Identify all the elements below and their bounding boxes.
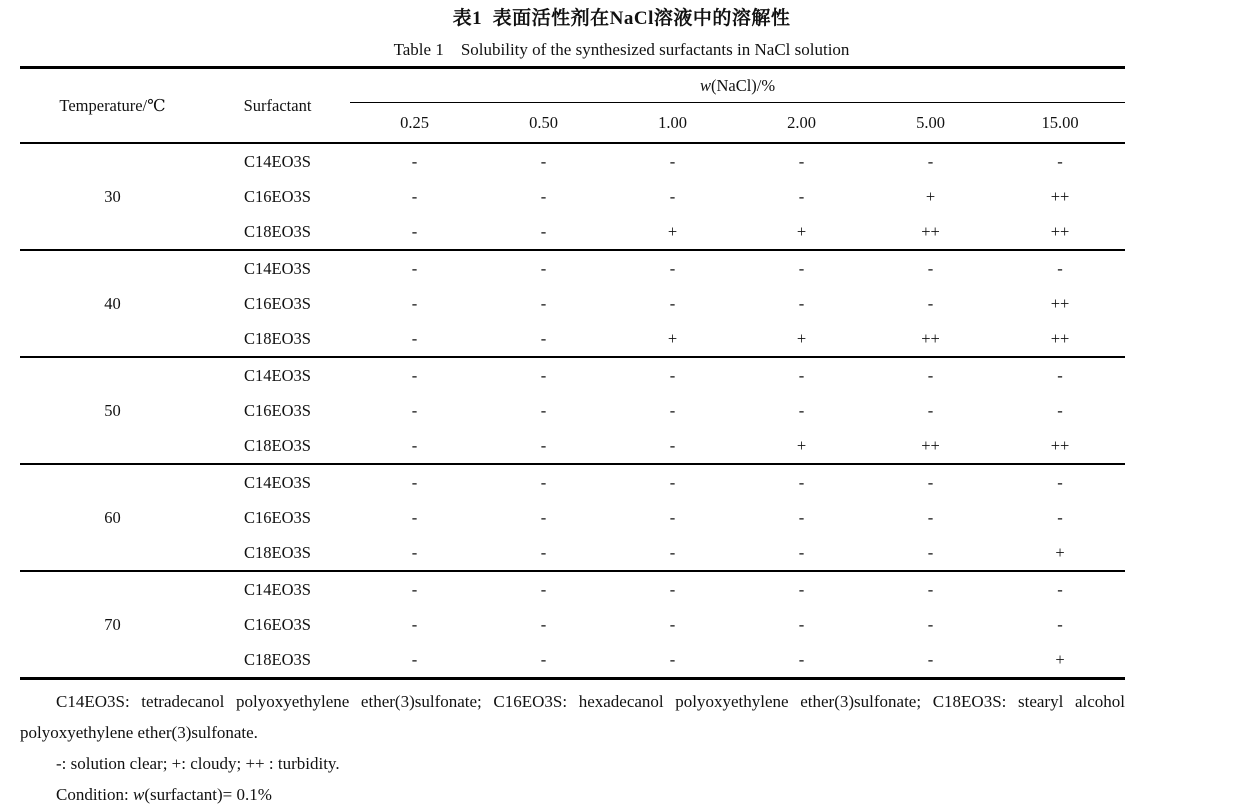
surfactant-cell: C14EO3S: [205, 464, 350, 500]
solubility-value-cell: -: [540, 649, 547, 669]
solubility-value-cell: -: [669, 400, 676, 420]
footnote-condition: [20, 779, 1125, 810]
solubility-value-cell: -: [737, 143, 866, 179]
surfactant-cell: C18EO3S: [244, 435, 311, 455]
solubility-value-cell: -: [350, 464, 479, 500]
temperature-cell: 60: [20, 464, 205, 571]
solubility-value-cell: -: [866, 143, 995, 179]
concentration-header-5.00: 5.00: [866, 103, 995, 144]
solubility-value-cell: -: [411, 221, 418, 241]
table-row-60-C14EO3S: [20, 464, 1125, 500]
solubility-value-cell: ++: [1050, 221, 1070, 241]
surfactant-column-header: Surfactant: [205, 68, 350, 144]
solubility-value-cell: -: [411, 328, 418, 348]
solubility-value-cell: -: [540, 221, 547, 241]
surfactant-cell: C14EO3S: [205, 571, 350, 607]
solubility-value-cell: -: [798, 614, 805, 634]
solubility-value-cell: -: [479, 357, 608, 393]
solubility-value-cell: +: [1055, 649, 1065, 669]
solubility-value-cell: -: [479, 250, 608, 286]
table-title-chinese: 表1 表面活性剂在NaCl溶液中的溶解性: [452, 8, 791, 29]
solubility-value-cell: -: [411, 293, 418, 313]
solubility-table-body: [20, 143, 1125, 679]
nacl-group-label-rest: (NaCl)/%: [710, 75, 776, 95]
header-row-group: [20, 68, 1125, 103]
solubility-value-cell: +: [667, 221, 678, 241]
solubility-value-cell: -: [411, 400, 418, 420]
solubility-value-cell: -: [350, 357, 479, 393]
solubility-value-cell: -: [608, 571, 737, 607]
solubility-value-cell: -: [411, 542, 418, 562]
solubility-value-cell: -: [479, 571, 608, 607]
solubility-value-cell: -: [411, 186, 418, 206]
solubility-value-cell: -: [737, 464, 866, 500]
solubility-value-cell: -: [608, 143, 737, 179]
surfactant-cell: C18EO3S: [244, 221, 311, 241]
solubility-value-cell: -: [608, 250, 737, 286]
solubility-value-cell: -: [350, 571, 479, 607]
surfactant-cell: C16EO3S: [244, 507, 311, 527]
surfactant-cell: C14EO3S: [205, 250, 350, 286]
solubility-value-cell: -: [479, 464, 608, 500]
footnote-condition-prefix: Condition:: [56, 785, 133, 804]
surfactant-cell: C16EO3S: [244, 400, 311, 420]
solubility-value-cell: -: [927, 507, 934, 527]
temperature-cell: 70: [20, 571, 205, 679]
solubility-table: [20, 66, 1125, 680]
footnote-condition-w: w: [132, 785, 145, 804]
solubility-value-cell: -: [737, 357, 866, 393]
solubility-value-cell: -: [737, 571, 866, 607]
solubility-value-cell: ++: [921, 221, 940, 241]
footnotes: [20, 686, 1125, 810]
solubility-value-cell: +: [796, 221, 807, 241]
solubility-value-cell: +: [667, 328, 678, 348]
solubility-value-cell: -: [540, 328, 547, 348]
solubility-value-cell: -: [798, 542, 805, 562]
solubility-value-cell: -: [669, 542, 676, 562]
nacl-mass-fraction-group-header: [350, 68, 1125, 103]
solubility-value-cell: -: [995, 571, 1125, 607]
table-row-40-C14EO3S: [20, 250, 1125, 286]
solubility-value-cell: -: [608, 464, 737, 500]
nacl-group-label-w: w: [699, 75, 711, 95]
solubility-value-cell: ++: [1050, 328, 1070, 348]
solubility-value-cell: -: [669, 293, 676, 313]
solubility-value-cell: -: [411, 507, 418, 527]
solubility-value-cell: -: [927, 649, 934, 669]
solubility-value-cell: +: [1055, 542, 1065, 562]
footnote-condition-rest: (surfactant)= 0.1%: [144, 785, 272, 804]
solubility-value-cell: -: [798, 507, 805, 527]
temperature-cell: 40: [20, 250, 205, 357]
solubility-value-cell: -: [995, 143, 1125, 179]
surfactant-cell: C18EO3S: [244, 542, 311, 562]
solubility-value-cell: -: [737, 250, 866, 286]
solubility-value-cell: -: [669, 435, 676, 455]
solubility-value-cell: -: [540, 507, 547, 527]
temperature-cell: 30: [20, 143, 205, 250]
solubility-value-cell: -: [995, 250, 1125, 286]
temperature-column-header: Temperature/℃: [20, 68, 205, 144]
solubility-value-cell: -: [798, 649, 805, 669]
table-header: [20, 68, 1125, 144]
solubility-value-cell: ++: [921, 328, 940, 348]
solubility-value-cell: -: [540, 435, 547, 455]
solubility-value-cell: -: [927, 293, 934, 313]
table-row-30-C14EO3S: [20, 143, 1125, 179]
solubility-value-cell: -: [798, 186, 805, 206]
solubility-value-cell: -: [866, 464, 995, 500]
concentration-header-15.00: 15.00: [995, 103, 1125, 144]
concentration-header-0.25: 0.25: [350, 103, 479, 144]
solubility-value-cell: -: [669, 649, 676, 669]
solubility-value-cell: -: [411, 649, 418, 669]
solubility-value-cell: -: [411, 435, 418, 455]
solubility-value-cell: -: [798, 293, 805, 313]
solubility-value-cell: -: [608, 357, 737, 393]
solubility-value-cell: -: [866, 571, 995, 607]
table-row-70-C14EO3S: [20, 571, 1125, 607]
solubility-value-cell: -: [411, 614, 418, 634]
solubility-value-cell: -: [350, 143, 479, 179]
table-row-50-C14EO3S: [20, 357, 1125, 393]
solubility-value-cell: -: [540, 614, 547, 634]
table-title-english: Table 1 Solubility of the synthesized surfactants in NaCl solution: [393, 40, 850, 59]
solubility-value-cell: -: [540, 186, 547, 206]
surfactant-cell: C14EO3S: [205, 143, 350, 179]
concentration-header-2.00: 2.00: [737, 103, 866, 144]
solubility-value-cell: -: [927, 400, 934, 420]
solubility-value-cell: ++: [1050, 435, 1070, 455]
solubility-value-cell: -: [669, 614, 676, 634]
solubility-value-cell: +: [796, 435, 807, 455]
footnote-surfactant-definitions: C14EO3S: tetradecanol polyoxyethylene ether(3)sulfonate; C16EO3S: hexadecanol polyoxyethylene ether(3)sulfonate; C18EO3S: stearyl alcohol polyoxyethylene ether(3)sulfonate.: [20, 692, 1125, 742]
solubility-value-cell: -: [866, 357, 995, 393]
solubility-value-cell: -: [540, 400, 547, 420]
solubility-value-cell: +: [925, 186, 936, 206]
concentration-header-1.00: 1.00: [608, 103, 737, 144]
surfactant-cell: C16EO3S: [244, 186, 311, 206]
solubility-value-cell: -: [1057, 400, 1063, 420]
solubility-value-cell: -: [927, 614, 934, 634]
concentration-header-0.50: 0.50: [479, 103, 608, 144]
surfactant-cell: C18EO3S: [244, 328, 311, 348]
solubility-value-cell: -: [479, 143, 608, 179]
solubility-value-cell: -: [995, 464, 1125, 500]
solubility-value-cell: -: [1057, 614, 1063, 634]
solubility-value-cell: -: [669, 507, 676, 527]
surfactant-cell: C14EO3S: [205, 357, 350, 393]
solubility-value-cell: -: [540, 293, 547, 313]
solubility-value-cell: +: [796, 328, 807, 348]
surfactant-cell: C16EO3S: [244, 614, 311, 634]
solubility-value-cell: -: [1057, 507, 1063, 527]
solubility-value-cell: ++: [1050, 186, 1070, 206]
solubility-value-cell: -: [995, 357, 1125, 393]
solubility-value-cell: -: [350, 250, 479, 286]
solubility-value-cell: ++: [1050, 293, 1070, 313]
surfactant-cell: C16EO3S: [244, 293, 311, 313]
temperature-cell: 50: [20, 357, 205, 464]
solubility-value-cell: -: [540, 542, 547, 562]
footnote-symbol-legend: -: solution clear; +: cloudy; ++ : turbidity.: [56, 754, 340, 773]
solubility-value-cell: -: [798, 400, 805, 420]
solubility-value-cell: -: [866, 250, 995, 286]
solubility-value-cell: ++: [921, 435, 940, 455]
solubility-value-cell: -: [927, 542, 934, 562]
solubility-value-cell: -: [669, 186, 676, 206]
surfactant-cell: C18EO3S: [244, 649, 311, 669]
